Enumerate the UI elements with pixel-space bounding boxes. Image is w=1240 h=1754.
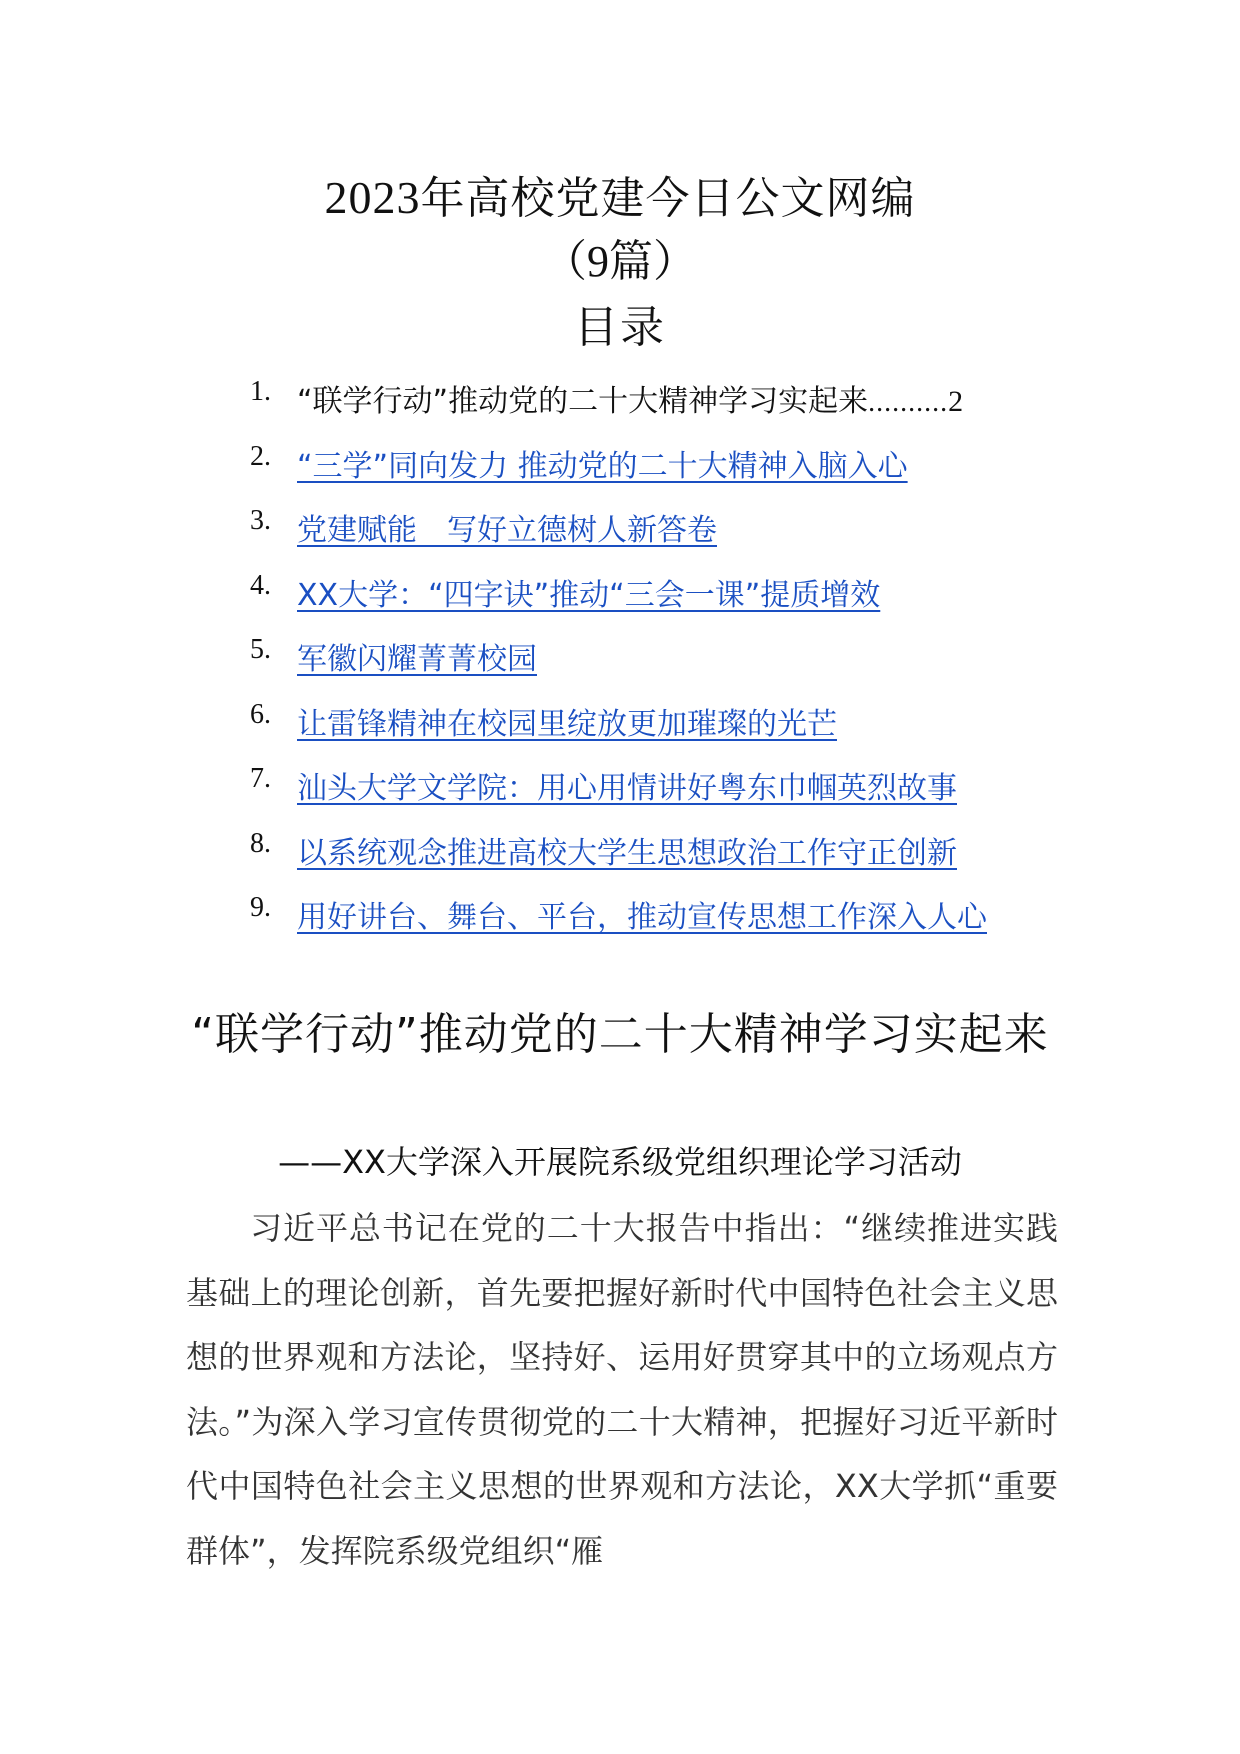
subtitle-text: 篇	[609, 236, 653, 287]
article-body-paragraph: 习近平总书记在党的二十大报告中指出：“继续推进实践基础上的理论创新，首先要把握好新时代中国特色社会主义思想的世界观和方法论，坚持好、运用好贯穿其中的立场观点方法。”为深入学习宣传贯彻党的二十大精神，把握好习近平新时代中国特色社会主义思想的世界观和方法论，XX大学抓“重要群体”，发挥院系级党组织“雁	[186, 1209, 1058, 1570]
toc-link-4[interactable]: XX大学：“四字诀”推动“三会一课”提质增效	[297, 577, 881, 613]
toc-link-2[interactable]: “三学”同向发力 推动党的二十大精神入脑入心	[297, 448, 908, 484]
document-title	[0, 168, 1240, 229]
toc-number: 1.	[250, 376, 271, 407]
toc-item-1	[250, 362, 1050, 427]
toc-item-5	[250, 620, 1050, 685]
document-subtitle	[0, 232, 1240, 292]
toc-number: 6.	[250, 698, 271, 730]
toc-entry-1[interactable]	[297, 370, 1057, 435]
toc-heading: 目录	[574, 302, 666, 353]
toc-item-3	[250, 491, 1050, 556]
toc-entry-label: “联学行动”推动党的二十大精神学习实起来	[297, 384, 869, 419]
article-title: “联学行动”推动党的二十大精神学习实起来	[191, 1009, 1049, 1060]
toc-link-6[interactable]: 让雷锋精神在校园里绽放更加璀璨的光芒	[297, 706, 837, 742]
toc-link-9[interactable]: 用好讲台、舞台、平台，推动宣传思想工作深入人心	[297, 900, 987, 935]
toc-item-9	[250, 878, 1050, 943]
toc-number: 3.	[250, 505, 271, 536]
toc-number: 5.	[250, 634, 271, 665]
subtitle-open-paren: （	[543, 236, 587, 287]
toc-link-8[interactable]: 以系统观念推进高校大学生思想政治工作守正创新	[297, 835, 957, 871]
toc-leader-dots: ..........	[868, 387, 949, 418]
toc-item-7	[250, 749, 1050, 814]
toc-item-6	[250, 685, 1050, 750]
toc-number: 2.	[250, 440, 271, 472]
toc-link-7[interactable]: 汕头大学文学院：用心用情讲好粤东巾帼英烈故事	[297, 771, 957, 806]
subtitle-close-paren: ）	[653, 236, 697, 287]
toc-link-5[interactable]: 军徽闪耀菁菁校园	[297, 642, 537, 677]
toc-number: 9.	[250, 892, 271, 923]
toc-item-4	[250, 556, 1050, 621]
toc-number: 7.	[250, 763, 271, 794]
toc-page-number: 2	[948, 385, 964, 418]
title-text: 年高校党建今日公文网编	[420, 173, 916, 224]
toc-number: 4.	[250, 569, 271, 601]
article-subtitle: ——XX大学深入开展院系级党组织理论学习活动	[278, 1143, 962, 1181]
table-of-contents	[250, 362, 1050, 943]
toc-item-8	[250, 814, 1050, 879]
toc-link-3[interactable]: 党建赋能 写好立德树人新答卷	[297, 513, 717, 548]
toc-number: 8.	[250, 827, 271, 859]
subtitle-count: 9	[587, 237, 609, 286]
toc-item-2	[250, 427, 1050, 492]
title-year: 2023	[324, 172, 421, 223]
